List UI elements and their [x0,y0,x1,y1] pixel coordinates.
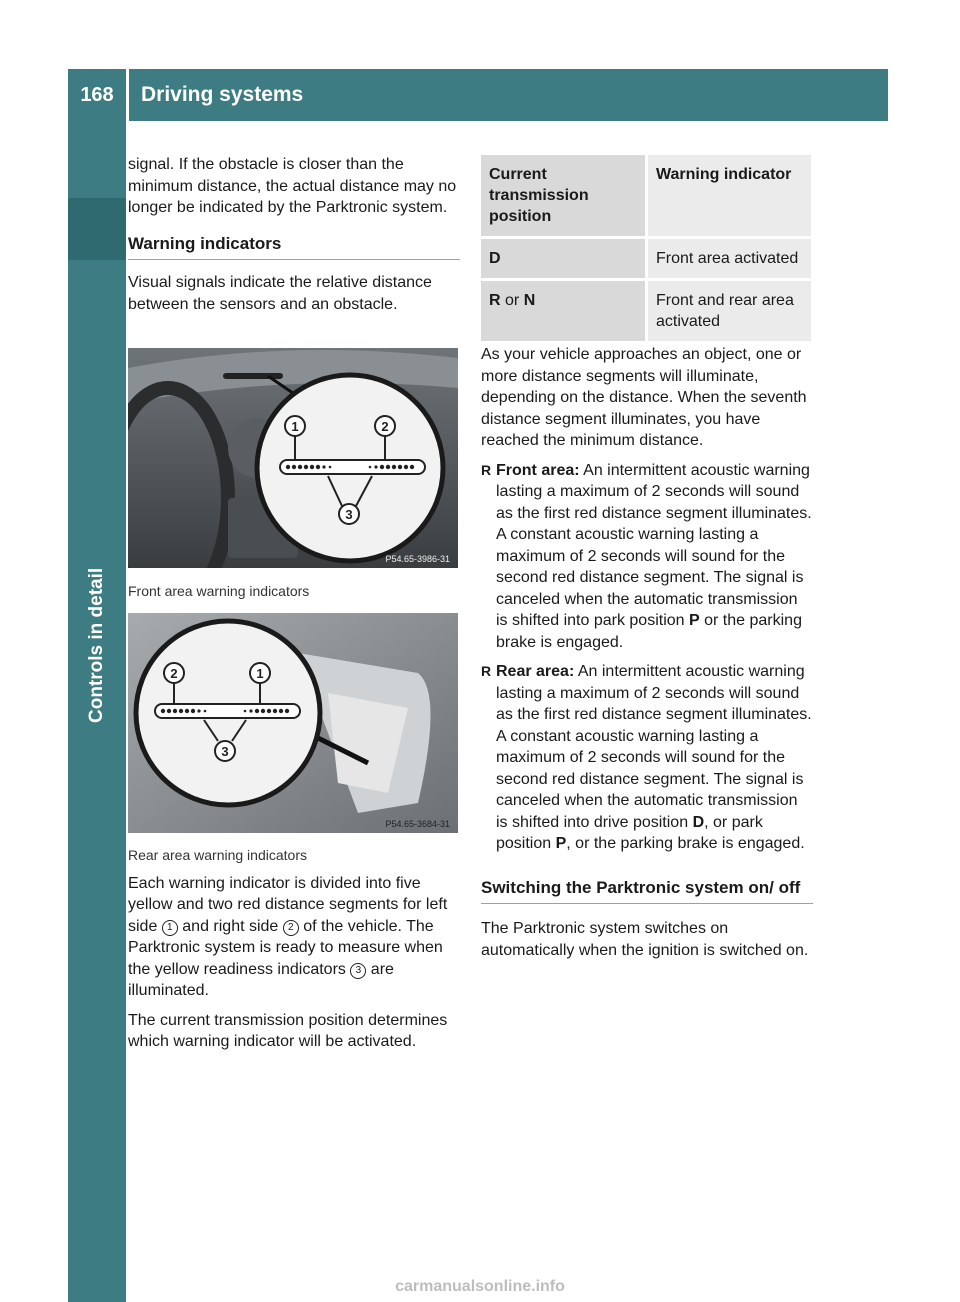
table-cell-indicator: Front and rear area activated [647,280,812,342]
table-cell-position: D [481,238,647,280]
warning-indicators-heading: Warning indicators [128,233,460,261]
sidebar-marker [68,198,126,260]
marker-2-inline: 2 [283,920,299,936]
table-row [481,280,811,342]
left-column-top [128,154,460,323]
front-figure-caption: Front area warning indicators [128,583,310,599]
svg-text:3: 3 [221,744,229,759]
list-item: R Rear area: An intermittent acoustic warning lasting a maximum of 2 seconds will sound as the first red distance segment illuminates. A constant acoustic warning lasting a maximum of 2 seconds will sound for the second red distance segment. The signal is canceled when the automatic transmission is shifted into drive position D, or park position P, or the parking brake is engaged. [481,661,813,855]
list-item: R Front area: An intermittent acoustic warning lasting a maximum of 2 seconds will sound as the first red distance segment illuminates. A constant acoustic warning lasting a maximum of 2 seconds will sound for the second red distance segment. The signal is canceled when the automatic transmission is shifted into park position P or the parking brake is engaged. [481,460,813,654]
rear-figure-caption: Rear area warning indicators [128,847,307,863]
right-column [481,344,813,969]
table-cell-indicator: Front area activated [647,238,812,280]
svg-text:3: 3 [345,507,353,522]
transmission-table [481,155,811,341]
marker-1-inline: 1 [162,920,178,936]
header-divider [126,69,129,121]
front-marker-2 [375,416,395,436]
rear-marker-3 [215,741,235,761]
visual-signals-paragraph: Visual signals indicate the relative distance between the sensors and an obstacle. [128,274,432,313]
chapter-title: Driving systems [141,83,304,106]
intro-paragraph: signal. If the obstacle is closer than the minimum distance, the actual distance may no longer be indicated by the Parktronic system. [128,156,457,216]
front-figure-code: P54.65-3986-31 [385,554,450,564]
table-header-position: Current transmission position [481,155,647,238]
switching-paragraph: The Parktronic system switches on automatically when the ignition is switched on. [481,920,809,959]
table-cell-position: R or N [481,280,647,342]
front-warning-figure [128,348,458,568]
switching-heading: Switching the Parktronic system on/ off [481,877,813,905]
page-number: 168 [80,84,114,106]
rear-marker-2 [164,663,184,683]
svg-text:1: 1 [256,666,264,681]
rear-warning-figure [128,613,458,833]
front-marker-3 [339,504,359,524]
segments-paragraph: Each warning indicator is divided into five yellow and two red distance segments for left side 1 and right side 2 of the vehicle. The Parktronic system is ready to measure when the yellow readiness indicators 3 are illuminated. [128,874,448,999]
left-column-bottom [128,845,460,1061]
table-header-row [481,155,811,238]
sidebar-section-label: Controls in detail [86,567,107,723]
svg-text:2: 2 [381,419,389,434]
table-header-indicator: Warning indicator [647,155,812,238]
front-dashboard-illustration [128,348,458,568]
footer-watermark: carmanualsonline.info [395,1278,565,1295]
warning-list [481,460,813,855]
table-row [481,238,811,280]
svg-text:1: 1 [291,419,299,434]
svg-text:2: 2 [170,666,178,681]
rear-marker-1 [250,663,270,683]
transmission-paragraph: The current transmission position determines which warning indicator will be activated. [128,1011,448,1050]
marker-3-inline: 3 [350,963,366,979]
rear-headliner-illustration [128,613,458,833]
front-marker-1 [285,416,305,436]
rear-figure-code: P54.65-3684-31 [385,819,450,829]
approach-paragraph: As your vehicle approaches an object, one or more distance segments will illuminate, depending on the distance. When the seventh distance segment illuminates, you have reached the minimum distance. [481,346,807,449]
